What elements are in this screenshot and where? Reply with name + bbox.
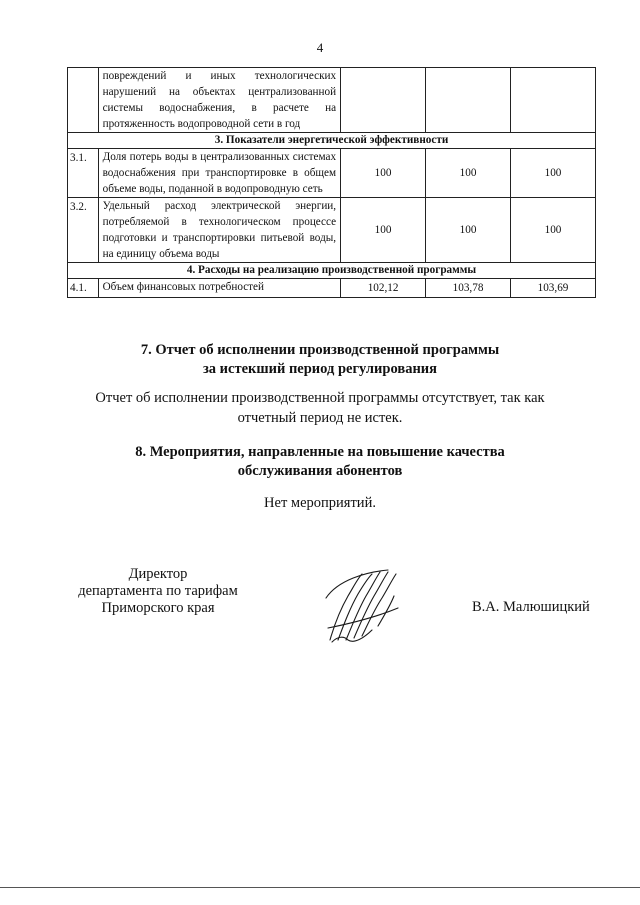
signature-scribble xyxy=(318,566,408,646)
row-number xyxy=(68,68,99,133)
section3-title: 3. Показатели энергетической эффективности xyxy=(68,133,596,149)
row-description: Объем финансовых потребностей xyxy=(98,279,341,298)
row-value-2: 100 xyxy=(426,149,511,198)
row-description: Удельный расход электрической энергии, потребляемой в технологическом процессе подготовки и транспортировки питьевой воды, на единицу объема воды xyxy=(98,198,341,263)
section8-heading xyxy=(0,443,640,481)
section8-heading-line1: 8. Мероприятия, направленные на повышение качества xyxy=(135,444,505,460)
section4-title: 4. Расходы на реализацию производственной программы xyxy=(68,263,596,279)
section-header-row xyxy=(68,133,596,149)
row-number: 3.1. xyxy=(68,149,99,198)
section7-text xyxy=(0,388,640,428)
row-value-1 xyxy=(341,68,426,133)
signatory-title-line1: Директор xyxy=(128,566,188,582)
row-value-2: 100 xyxy=(426,198,511,263)
row-value-1: 100 xyxy=(341,198,426,263)
row-value-1: 100 xyxy=(341,149,426,198)
table-row xyxy=(68,279,596,298)
table-row xyxy=(68,149,596,198)
row-value-3 xyxy=(511,68,596,133)
production-program-table xyxy=(67,67,596,298)
row-value-3: 100 xyxy=(511,149,596,198)
section-header-row xyxy=(68,263,596,279)
row-number: 3.2. xyxy=(68,198,99,263)
page-number: 4 xyxy=(316,40,324,55)
signatory-title-line2: департамента по тарифам xyxy=(78,583,238,599)
row-value-3: 100 xyxy=(511,198,596,263)
row-value-2: 103,78 xyxy=(426,279,511,298)
row-value-2 xyxy=(426,68,511,133)
section7-heading-line1: 7. Отчет об исполнении производственной программы xyxy=(140,342,500,358)
table-row xyxy=(68,68,596,133)
section7-text-line2: отчетный период не истек. xyxy=(237,410,403,426)
row-description: повреждений и иных технологических нарушений на объектах централизованной системы водоснабжения, в расчете на протяженность водопроводной сети в год xyxy=(98,68,341,133)
handwritten-signature xyxy=(318,566,408,651)
signatory-name: В.А. Малюшицкий xyxy=(472,599,590,615)
signatory-title-line3: Приморского края xyxy=(101,600,215,616)
section7-text-line1: Отчет об исполнении производственной программы отсутствует, так как xyxy=(95,390,545,406)
bottom-divider xyxy=(0,887,640,888)
section8-heading-line2: обслуживания абонентов xyxy=(237,463,403,479)
table-row xyxy=(68,198,596,263)
section8-text: Нет мероприятий. xyxy=(264,495,376,511)
row-value-1: 102,12 xyxy=(341,279,426,298)
signatory-title xyxy=(58,566,258,617)
section7-heading-line2: за истекший период регулирования xyxy=(202,361,438,377)
row-value-3: 103,69 xyxy=(511,279,596,298)
row-number: 4.1. xyxy=(68,279,99,298)
row-description: Доля потерь воды в централизованных системах водоснабжения при транспортировке в общем объеме воды, поданной в водопроводную сеть xyxy=(98,149,341,198)
section7-heading xyxy=(0,341,640,379)
